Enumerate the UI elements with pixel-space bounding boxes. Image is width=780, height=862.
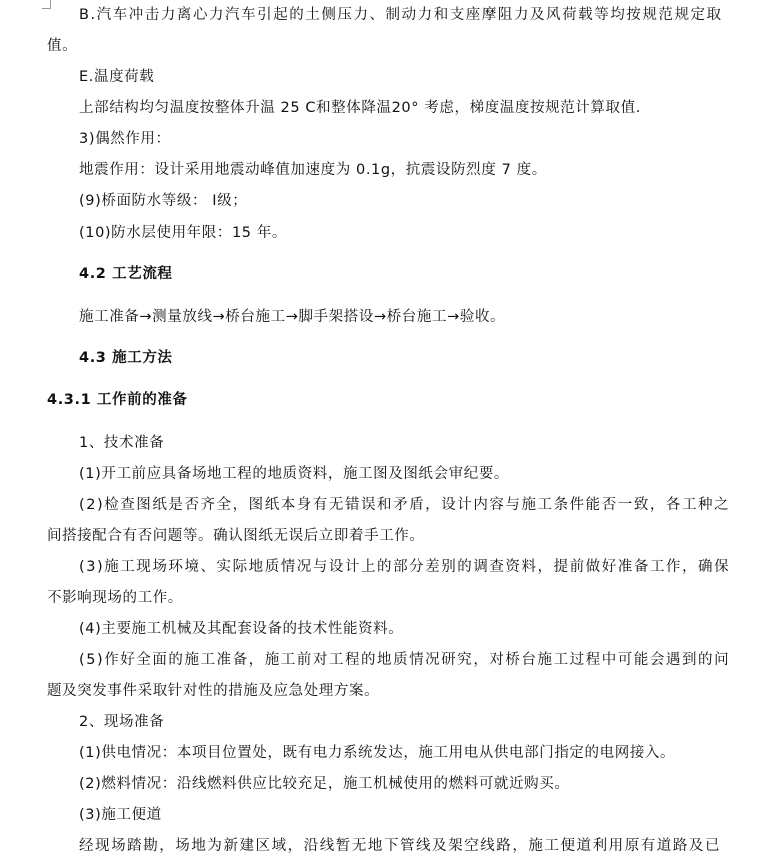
subsection-heading: 4.3.1 工作前的准备: [47, 392, 188, 408]
paragraph-line: 1、技术准备: [79, 435, 165, 451]
paragraph-line: 不影响现场的工作。: [47, 590, 183, 606]
paragraph-line: 3)偶然作用：: [79, 131, 171, 147]
page-corner-mark: [42, 0, 51, 9]
paragraph-line: (10)防水层使用年限：15 年。: [79, 225, 288, 241]
paragraph-line: (1)供电情况：本项目位置处，既有电力系统发达，施工用电从供电部门指定的电网接入。: [79, 745, 676, 761]
paragraph-line: 2、现场准备: [79, 714, 165, 730]
paragraph-line: 题及突发事件采取针对性的措施及应急处理方案。: [47, 683, 380, 699]
paragraph-line: 间搭接配合有否问题等。确认图纸无误后立即着手工作。: [47, 528, 425, 544]
paragraph-line: (5)作好全面的施工准备，施工前对工程的地质情况研究，对桥台施工过程中可能会遇到的问: [79, 652, 731, 668]
paragraph-line: (2)检查图纸是否齐全，图纸本身有无错误和矛盾，设计内容与施工条件能否一致，各工种之: [79, 497, 731, 513]
paragraph-line: 值。: [47, 38, 78, 54]
paragraph-line: (9)桥面防水等级： Ⅰ级；: [79, 193, 248, 209]
paragraph-line: (1)开工前应具备场地工程的地质资料，施工图及图纸会审纪要。: [79, 466, 510, 482]
section-heading: 4.2 工艺流程: [79, 266, 173, 282]
paragraph-line: 上部结构均匀温度按整体升温 25 C和整体降温20° 考虑，梯度温度按规范计算取值.: [79, 100, 641, 116]
paragraph-line: E.温度荷载: [79, 69, 155, 85]
paragraph-line: (2)燃料情况：沿线燃料供应比较充足，施工机械使用的燃料可就近购买。: [79, 776, 570, 792]
section-heading: 4.3 施工方法: [79, 350, 173, 366]
paragraph-line: (3)施工便道: [79, 807, 162, 823]
paragraph-line: 经现场踏勘，场地为新建区域，沿线暂无地下管线及架空线路，施工便道利用原有道路及已: [79, 838, 721, 854]
paragraph-line: (3)施工现场环境、实际地质情况与设计上的部分差别的调查资料，提前做好准备工作，确保: [79, 559, 731, 575]
paragraph-line: (4)主要施工机械及其配套设备的技术性能资料。: [79, 621, 404, 637]
paragraph-line: 施工准备→测量放线→桥台施工→脚手架搭设→桥台施工→验收。: [79, 309, 506, 325]
paragraph-line: 地震作用：设计采用地震动峰值加速度为 0.1g，抗震设防烈度 7 度。: [79, 162, 547, 178]
paragraph-line: B.汽车冲击力离心力汽车引起的土侧压力、制动力和支座摩阻力及风荷载等均按规范规定取: [79, 7, 723, 23]
